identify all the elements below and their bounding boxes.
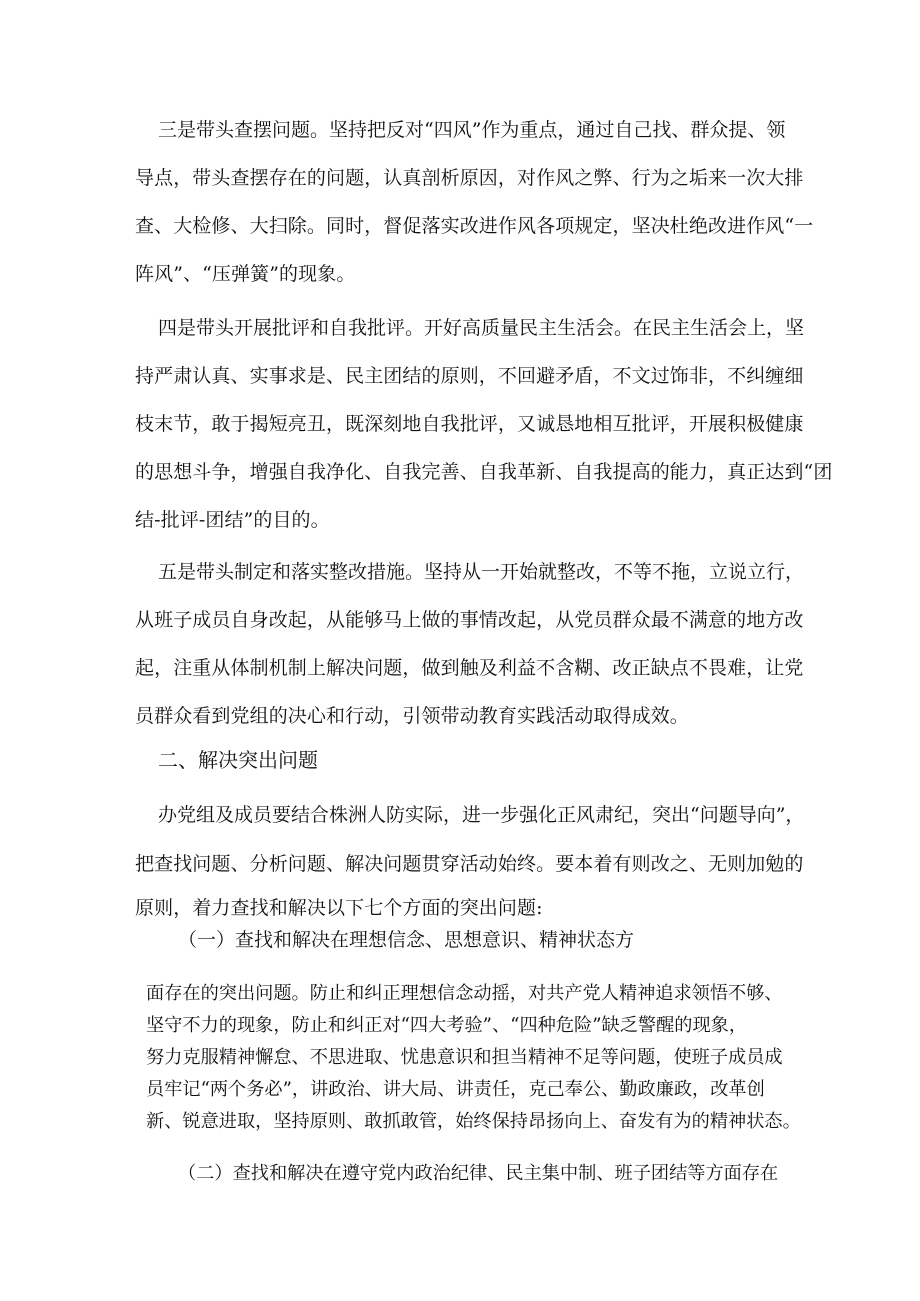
- text-line: 五是带头制定和落实整改措施。坚持从一开始就整改，不等不拖，立说立行，: [158, 561, 805, 583]
- text-line: 阵风”、“压弹簧”的现象。: [135, 263, 356, 285]
- text-line: 新、锐意进取，坚持原则、敢抓敢管，始终保持昂扬向上、奋发有为的精神状态。: [146, 1111, 801, 1132]
- text-line: 四是带头开展批评和自我批评。开好高质量民主生活会。在民主生活会上，坚: [158, 317, 805, 339]
- text-line: 起，注重从体制机制上解决问题，做到触及利益不含糊、改正缺点不畏难，让党: [135, 657, 804, 679]
- text-line: 原则，着力查找和解决以下七个方面的突出问题:: [135, 897, 543, 919]
- text-line: 努力克服精神懈怠、不思进取、忧患意识和担当精神不足等问题，使班子成员成: [146, 1047, 783, 1068]
- text-line: 结-批评-团结”的目的。: [135, 509, 330, 531]
- subsection-heading: （一）查找和解决在理想信念、思想意识、精神状态方: [178, 929, 635, 951]
- text-line: 员牢记“两个务必”，讲政治、讲大局、讲责任，克己奉公、勤政廉政，改革创: [146, 1079, 765, 1100]
- text-line: 从班子成员自身改起，从能够马上做的事情改起，从党员群众最不满意的地方改: [135, 609, 804, 631]
- text-line: 把查找问题、分析问题、解决问题贯穿活动始终。要本着有则改之、无则加勉的: [135, 853, 804, 875]
- text-line: 导点，带头查摆存在的问题，认真剖析原因，对作风之弊、行为之垢来一次大排: [135, 167, 804, 189]
- subsection-heading: （二）查找和解决在遵守党内政治纪律、民主集中制、班子团结等方面存在: [178, 1163, 779, 1184]
- text-line: 查、大检修、大扫除。同时，督促落实改进作风各项规定，坚决杜绝改进作风“一: [135, 215, 814, 237]
- text-line: 办党组及成员要结合株洲人防实际，进一步强化正风肃纪，突出“问题导向”，: [158, 804, 805, 826]
- text-line: 坚守不力的现象，防止和纠正对“四大考验”、“四种危险”缺乏警醒的现象，: [146, 1015, 748, 1036]
- text-line: 枝末节，敢于揭短亮丑，既深刻地自我批评，又诚恳地相互批评，开展积极健康: [135, 413, 804, 435]
- text-line: 三是带头查摆问题。坚持把反对“四风”作为重点，通过自己找、群众提、领: [158, 119, 786, 141]
- text-line: 员群众看到党组的决心和行动，引领带动教育实践活动取得成效。: [135, 705, 689, 727]
- text-line: 持严肃认真、实事求是、民主团结的原则，不回避矛盾，不文过饰非，不纠缠细: [135, 365, 804, 387]
- section-heading: 二、解决突出问题: [158, 748, 318, 772]
- text-line: 面存在的突出问题。防止和纠正理想信念动摇，对共产党人精神追求领悟不够、: [146, 983, 783, 1004]
- text-line: 的思想斗争，增强自我净化、自我完善、自我革新、自我提高的能力，真正达到“团: [135, 461, 833, 483]
